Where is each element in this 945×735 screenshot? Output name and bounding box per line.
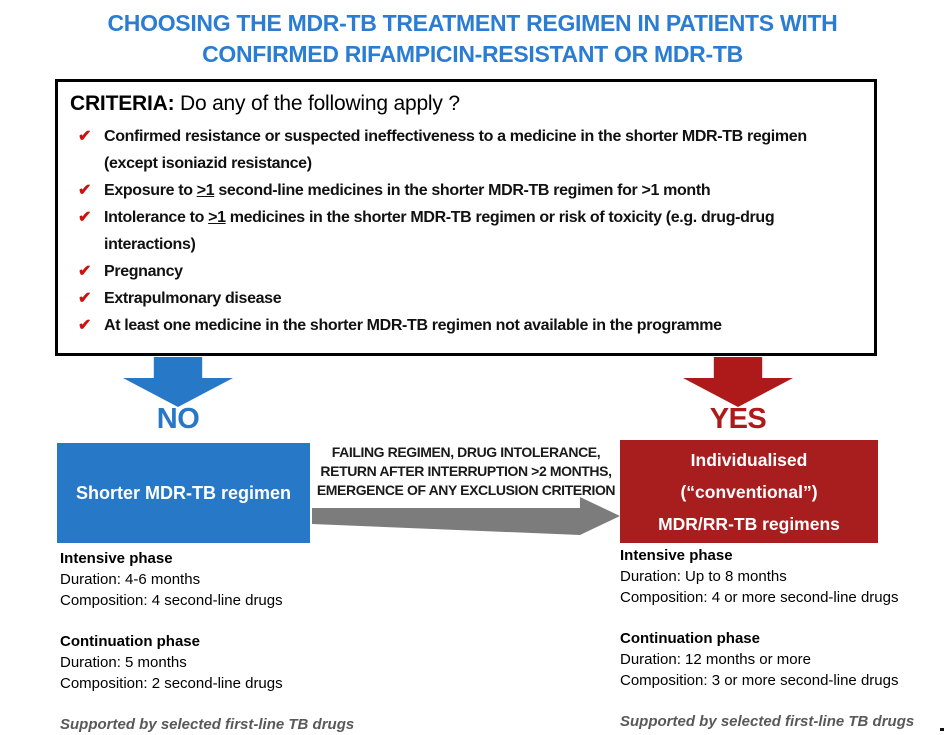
page-title-line1: CHOOSING THE MDR-TB TREATMENT REGIMEN IN PATIENTS WITH [107,10,838,36]
criteria-item [70,258,860,285]
check-icon: ✔ [78,209,92,226]
individualised-box-line1: Individualised [690,449,808,470]
criteria-item [70,285,860,312]
shorter-regimen-box-title: Shorter MDR-TB regimen [75,482,291,503]
continuation-phase-composition: Composition: 3 or more second-line drugs [620,672,899,689]
criteria-item-text [104,177,860,204]
transition-conditions [310,443,622,500]
criteria-item-text [104,204,860,258]
no-label: NO [156,403,200,435]
criteria-item [70,177,860,204]
criteria-item-underlined: >1 [208,209,226,226]
check-icon: ✔ [78,128,92,145]
transition-line1: FAILING REGIMEN, DRUG INTOLERANCE, [331,444,601,460]
intensive-phase-title: Intensive phase [620,547,733,564]
no-branch-arrow-icon [123,357,233,407]
individualised-regimen-details [620,545,940,732]
criteria-item-segment: Confirmed resistance or suspected ineffectiveness to a medicine in the shorter MDR-TB regimen (except isoniazid resistance) [104,128,807,172]
criteria-item-segment: Extrapulmonary disease [104,290,282,307]
continuation-phase-block [620,628,940,691]
continuation-phase-duration: Duration: 12 months or more [620,651,811,668]
page-title-line2: CONFIRMED RIFAMPICIN-RESISTANT OR MDR-TB [202,41,743,67]
criteria-item-segment: At least one medicine in the shorter MDR-TB regimen not available in the programme [104,317,722,334]
intensive-phase-title: Intensive phase [60,550,173,567]
continuation-phase-duration: Duration: 5 months [60,654,187,671]
corner-artifact [940,728,944,731]
yes-label: YES [709,403,767,435]
footnote: Supported by selected first-line TB drugs [60,716,355,733]
shorter-regimen-details [60,548,380,735]
footnote: Supported by selected first-line TB drugs [620,713,915,730]
continuation-phase-composition: Composition: 2 second-line drugs [60,675,283,692]
intensive-phase-block [60,548,380,611]
criteria-item-underlined: >1 [196,182,215,199]
check-icon: ✔ [78,317,92,334]
criteria-item-text [104,285,860,312]
intensive-phase-block [620,545,940,608]
individualised-box-line3: MDR/RR-TB regimens [658,513,840,534]
criteria-box [55,79,877,356]
criteria-heading-rest: Do any of the following apply ? [174,92,460,115]
criteria-heading [70,90,860,118]
shorter-regimen-box [57,443,310,543]
criteria-item-text [104,123,860,177]
criteria-item-text [104,312,860,339]
intensive-phase-duration: Duration: 4-6 months [60,571,201,588]
continuation-phase-title: Continuation phase [60,633,200,650]
continuation-phase-title: Continuation phase [620,630,760,647]
intensive-phase-composition: Composition: 4 second-line drugs [60,592,283,609]
page-title [0,8,945,70]
yes-branch-arrow-icon [683,357,793,407]
criteria-item [70,312,860,339]
transition-line2: RETURN AFTER INTERRUPTION >2 MONTHS, [320,463,612,479]
criteria-item-text [104,258,860,285]
criteria-item-segment: Pregnancy [104,263,183,280]
individualised-regimen-box [620,440,878,543]
criteria-item-segment: second-line medicines in the shorter MDR-TB regimen for >1 month [214,182,711,199]
transition-arrow-icon [312,497,620,535]
check-icon: ✔ [78,263,92,280]
intensive-phase-duration: Duration: Up to 8 months [620,568,787,585]
individualised-box-line2: (“conventional”) [680,481,818,502]
check-icon: ✔ [78,182,92,199]
check-icon: ✔ [78,290,92,307]
criteria-heading-bold: CRITERIA: [70,92,175,115]
criteria-item [70,204,860,258]
criteria-item [70,123,860,177]
criteria-item-segment: medicines in the shorter MDR-TB regimen or risk of toxicity (e.g. drug-drug interactions) [104,209,775,253]
criteria-item-segment: Intolerance to [104,209,209,226]
transition-line3: EMERGENCE OF ANY EXCLUSION CRITERION [316,482,616,498]
intensive-phase-composition: Composition: 4 or more second-line drugs [620,589,899,606]
continuation-phase-block [60,631,380,694]
criteria-item-segment: Exposure to [104,182,197,199]
